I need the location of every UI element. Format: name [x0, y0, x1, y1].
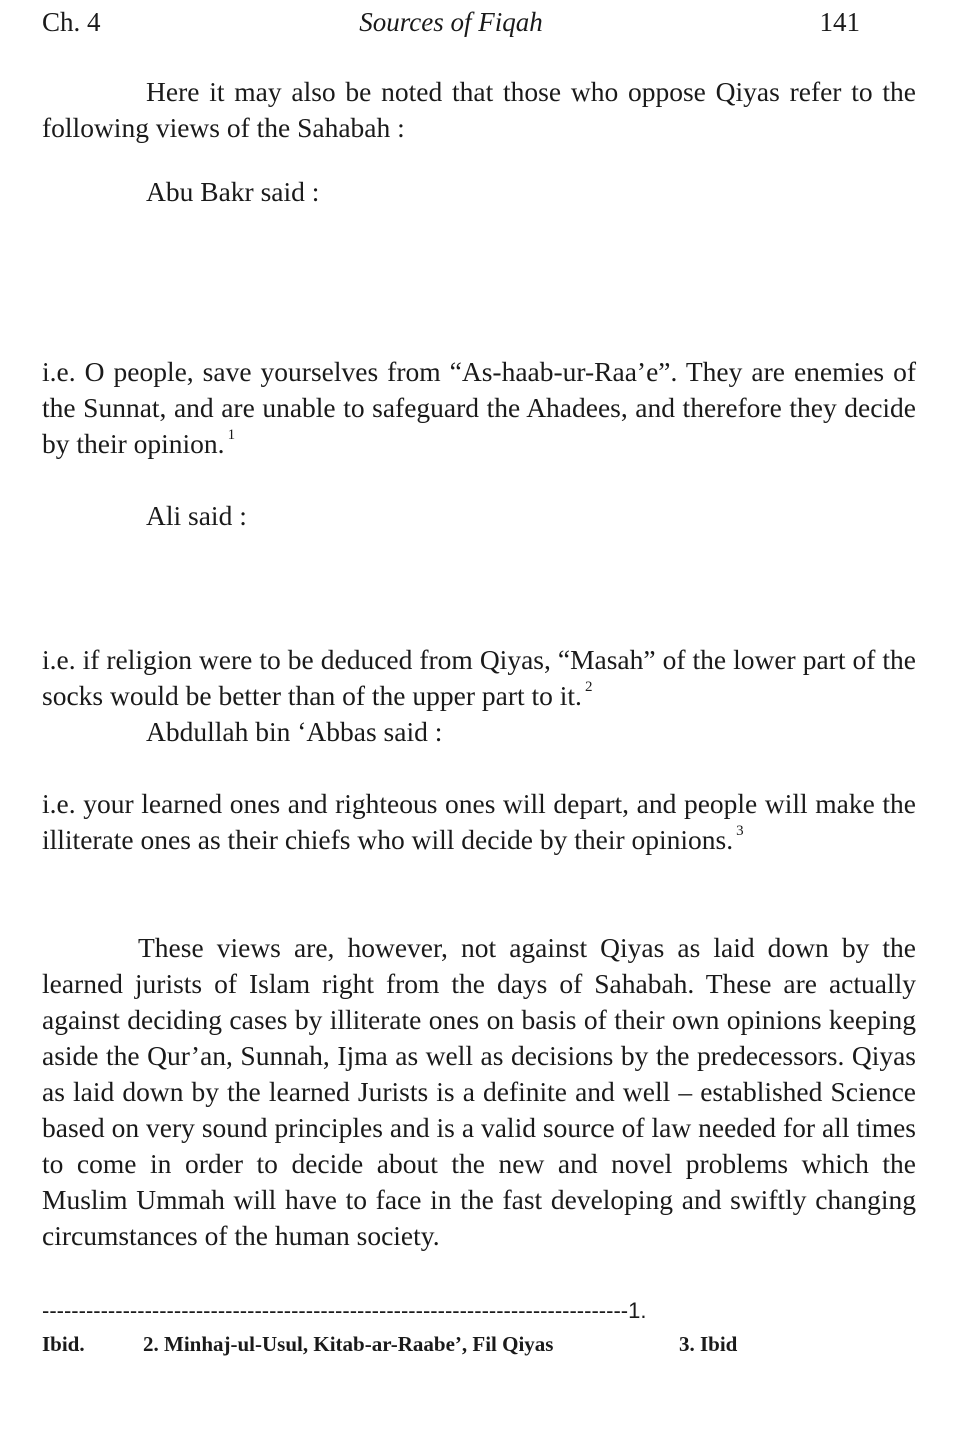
speaker-ali: Ali said :: [146, 500, 247, 531]
footnote-1: Ibid.: [42, 1332, 85, 1356]
footnote-separator: --------------------------------------------------------------------------------1.: [42, 1298, 647, 1323]
footnote-2: 2. Minhaj-ul-Usul, Kitab-ar-Raabe’, Fil Qiyas: [143, 1332, 554, 1356]
page-number: 141: [819, 7, 860, 37]
intro-paragraph: Here it may also be noted that those who oppose Qiyas refer to the following views of the Sahabah :: [42, 76, 916, 143]
conclusion-paragraph: These views are, however, not against Qiyas as laid down by the learned jurists of Islam right from the days of Sahabah. These are actually against deciding cases by illiterate ones on basis of their own opinions keeping aside the Qur’an, Sunnah, Ijma as well as decisions by the predecessors. Qiyas as laid down by the learned Jurists is a definite and well – established Science based on very sound principles and is a valid source of law needed for all times to come in order to decide about the new and novel problems which the Muslim Ummah will have to face in the fast developing and swiftly changing circumstances of the human society.: [42, 932, 916, 1251]
chapter-label: Ch. 4: [42, 7, 101, 37]
speaker-abu-bakr: Abu Bakr said :: [146, 176, 320, 207]
quote-abu-bakr-translation: [42, 354, 916, 462]
footnote-ref-3: 3: [736, 823, 744, 839]
page-header: [42, 4, 860, 40]
quote-text: i.e. your learned ones and righteous ones will depart, and people will make the illiterate ones as their chiefs who will decide by their opinions.: [42, 788, 916, 855]
speaker-abdullah-bin-abbas: Abdullah bin ‘Abbas said :: [146, 716, 443, 747]
footnote-3: 3. Ibid: [679, 1332, 738, 1356]
quote-text: i.e. O people, save yourselves from “As-haab-ur-Raa’e”. They are enemies of the Sunnat, and are unable to safeguard the Ahadees, and therefore they decide by their opinion.: [42, 356, 916, 459]
quote-abdullah-translation: [42, 786, 916, 858]
footnote-ref-1: 1: [227, 427, 236, 443]
running-title: Sources of Fiqah: [359, 7, 543, 37]
quote-text: i.e. if religion were to be deduced from Qiyas, “Masah” of the lower part of the socks would be better than of the upper part to it.: [42, 644, 916, 711]
quote-ali-translation: [42, 642, 916, 714]
footnote-ref-2: 2: [584, 679, 593, 695]
